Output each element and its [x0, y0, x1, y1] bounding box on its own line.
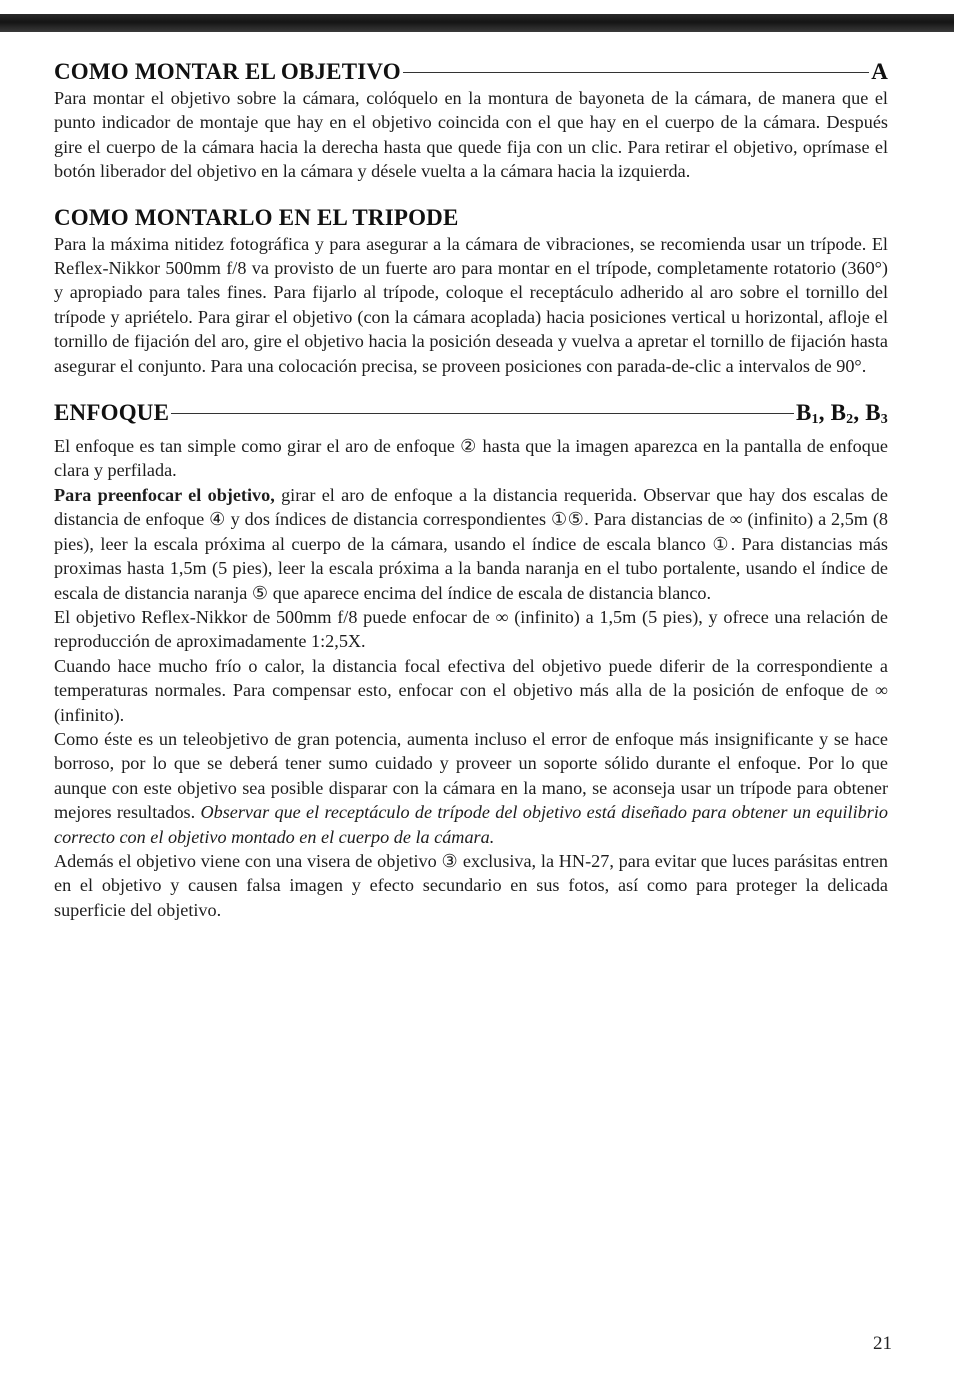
heading-text: COMO MONTARLO EN EL TRIPODE — [54, 204, 459, 230]
scan-top-edge-bar — [0, 14, 954, 32]
paragraph: Cuando hace mucho frío o calor, la distancia focal efectiva del objetivo puede diferir de la correspondiente a temperaturas normales. Para compensar esto, enfocar con el objetivo más alla de la posición de enfoque de ∞ (infinito). — [54, 655, 888, 725]
figure-reference: A — [871, 59, 888, 84]
paragraph: El objetivo Reflex-Nikkor de 500mm f/8 puede enfocar de ∞ (infinito) a 1,5m (5 pies), y ofrece una relación de reproducción de aproximadamente 1:2,5X. — [54, 606, 888, 652]
heading-text: COMO MONTAR EL OBJETIVO — [54, 59, 401, 84]
heading-text: ENFOQUE — [54, 400, 170, 426]
paragraph: Para preenfocar el objetivo, girar el aro de enfoque a la distancia requerida. Observar que hay dos escalas de distancia de enfoque ④ y dos índices de distancia correspondientes ①⑤. Para distancias de ∞ (infinito) a 2,5m (8 pies), leer la escala próxima al cuerpo de la cámara, usando el índice de escala blanco ①. Para distancias más proximas hasta 1,5m (5 pies), leer la escala próxima a la banda naranja en el tubo portalente, usando el índice de escala de distancia naranja ⑤ que aparece encima del índice de escala de distancia blanco. — [54, 484, 888, 603]
page-number: 21 — [873, 1333, 892, 1354]
paragraph: Para montar el objetivo sobre la cámara, colóquelo en la montura de bayoneta de la cámara, de manera que el punto indicador de montaje que hay en el objetivo coincida con el que hay en el cuerpo de la cámara. Después gire el cuerpo de la cámara hacia la derecha hasta que quede fija con un clic. Para retirar el objetivo, oprímase el botón liberador del objetivo en la cámara y désele vuelta a la cámara hacia la izquierda. — [54, 88, 888, 182]
section-focusing — [54, 399, 888, 922]
page-content — [54, 58, 888, 922]
paragraph: El enfoque es tan simple como girar el aro de enfoque ② hasta que la imagen aparezca en la pantalla de enfoque clara y perfilada. — [54, 436, 888, 481]
section-tripod-mount — [54, 204, 888, 378]
figure-ref-b3: $B_3$ — [865, 400, 888, 428]
italic-note: Observar que el receptáculo de trípode del objetivo está diseñado para obtener un equilibrio correcto con el objetivo montado en el cuerpo de la cámara. — [54, 802, 888, 847]
heading-rule — [171, 413, 794, 414]
heading-rule — [403, 72, 869, 73]
paragraph: Además el objetivo viene con una visera de objetivo ③ exclusiva, la HN-27, para evitar que luces parásitas entren en el objetivo y causen falsa imagen y efecto secundario en sus fotos, así como para proteger la delicada superficie del objetivo. — [54, 850, 888, 920]
section-heading-mounting-lens — [54, 58, 888, 86]
figure-ref-b2: $B_2$ — [830, 400, 854, 428]
section-heading-focusing — [54, 399, 888, 434]
bold-lead: Para preenfocar el objetivo, — [54, 484, 275, 505]
paragraph: Como éste es un teleobjetivo de gran potencia, aumenta incluso el error de enfoque más insignificante y se hace borroso, por lo que se deberá tener sumo cuidado y proveer un soporte sólido durante el enfoque. Por lo que aunque con este objetivo sea posible disparar con la cámara en la mano, se aconseja usar un trípode para obtener mejores resultados. Observar que el receptáculo de trípode del objetivo está diseñado para obtener un equilibrio correcto con el objetivo montado en el cuerpo de la cámara. — [54, 728, 888, 847]
paragraph: Para la máxima nitidez fotográfica y para asegurar a la cámara de vibraciones, se recomienda usar un trípode. El Reflex-Nikkor 500mm f/8 va provisto de un fuerte aro para montar en el trípode, completamente rotatorio (360°) y apropiado para tales fines. Para fijarlo al trípode, coloque el receptáculo adherido al aro sobre el tornillo del trípode y apriételo. Para girar el objetivo (con la cámara acoplada) hacia posiciones vertical u horizontal, afloje el tornillo de fijación del aro, gire el objetivo hacia la posición deseada y vuelva a apretar el tornillo de fijación hasta asegurar el conjunto. Para una colocación precisa, se proveen posiciones con parada-de-clic a intervalos de 90°. — [54, 233, 888, 376]
figure-reference: $B_1$, $B_2$, $B_3$ — [795, 400, 888, 428]
section-heading-tripod — [54, 204, 888, 232]
figure-ref-b1: $B_1$ — [795, 400, 819, 428]
section-mounting-lens — [54, 58, 888, 184]
